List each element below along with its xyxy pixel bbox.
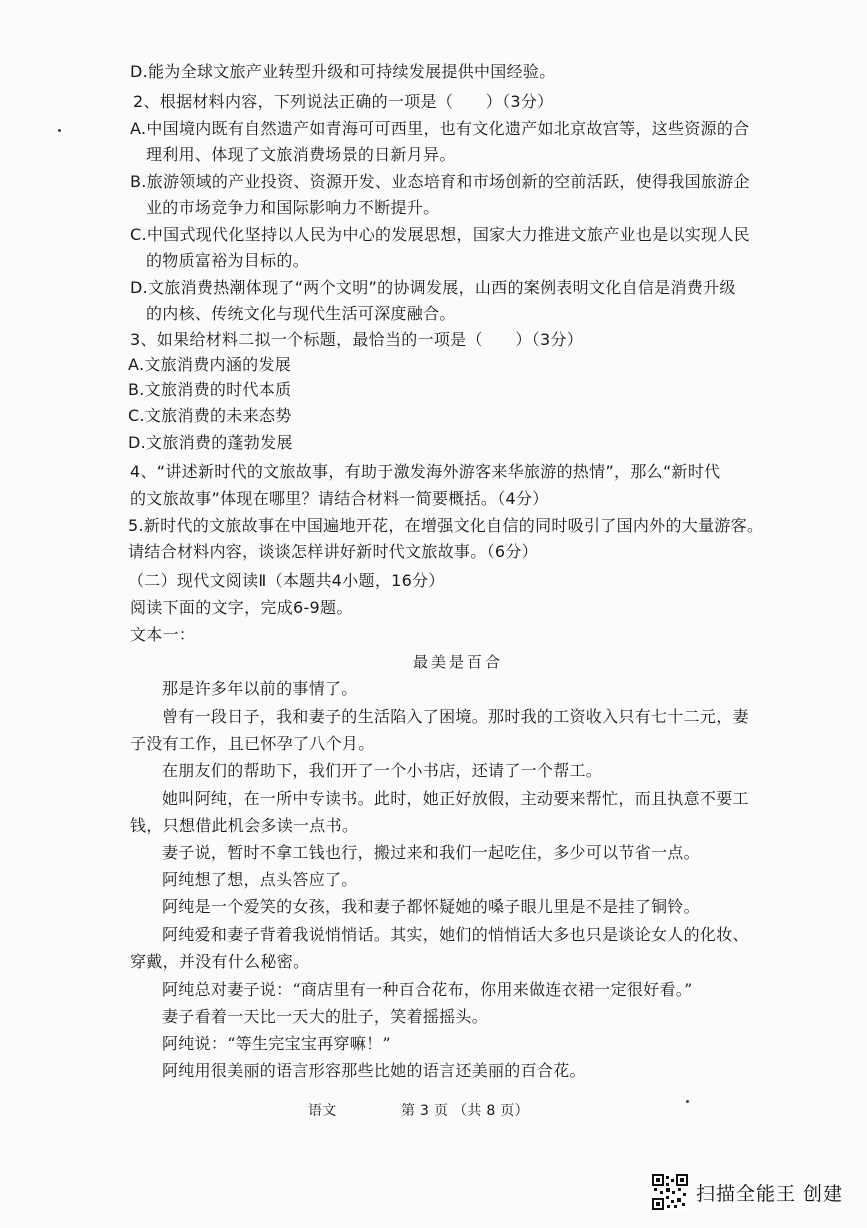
story-paragraph: 穿戴，并没有什么秘密。 <box>130 952 310 971</box>
section-heading: （二）现代文阅读Ⅱ（本题共4小题，16分） <box>128 571 445 590</box>
story-paragraph: 阿纯想了想，点头答应了。 <box>162 870 358 889</box>
question-2: 2、根据材料内容，下列说法正确的一项是（ ）（3分） <box>133 92 554 111</box>
q2-option-b-line1: B.旅游领域的产业投资、资源开发、业态培育和市场创新的空前活跃，使得我国旅游企 <box>130 172 750 191</box>
q3-option-d: D.文旅消费的蓬勃发展 <box>128 433 293 452</box>
story-paragraph: 在朋友们的帮助下，我们开了一个小书店，还请了一个帮工。 <box>162 761 603 780</box>
story-paragraph: 阿纯是一个爱笑的女孩，我和妻子都怀疑她的嗓子眼儿里是不是挂了铜铃。 <box>162 897 700 916</box>
story-paragraph: 妻子看着一天比一天大的肚子，笑着摇摇头。 <box>162 1007 489 1026</box>
question-5-line1: 5.新时代的文旅故事在中国遍地开花，在增强文化自信的同时吸引了国内外的大量游客。 <box>128 516 764 535</box>
story-paragraph: 阿纯用很美丽的语言形容那些比她的语言还美丽的百合花。 <box>162 1061 586 1080</box>
text-one-label: 文本一： <box>130 625 196 644</box>
story-paragraph: 阿纯总对妻子说：“商店里有一种百合花布，你用来做连衣裙一定很好看。” <box>162 980 693 999</box>
story-paragraph: 钱，只想借此机会多读一点书。 <box>130 816 359 835</box>
q2-option-a-line1: A.中国境内既有自然遗产如青海可可西里，也有文化遗产如北京故宫等，这些资源的合 <box>130 119 750 138</box>
qr-code-icon <box>652 1174 688 1210</box>
question-5-line2: 请结合材料内容，谈谈怎样讲好新时代文旅故事。（6分） <box>128 542 538 561</box>
q3-option-c: C.文旅消费的未来态势 <box>128 406 292 425</box>
story-paragraph: 妻子说，暂时不拿工钱也行，搬过来和我们一起吃住，多少可以节省一点。 <box>162 843 700 862</box>
story-paragraph: 阿纯说：“等生完宝宝再穿嘛！” <box>162 1034 391 1053</box>
q2-option-a-line2: 理利用、体现了文旅消费场景的日新月异。 <box>146 145 456 164</box>
question-4-line1: 4、“讲述新时代的文旅故事，有助于激发海外游客来华旅游的热情”，那么“新时代 <box>130 462 721 481</box>
story-paragraph: 曾有一段日子，我和妻子的生活陷入了困境。那时我的工资收入只有七十二元，妻 <box>162 707 749 726</box>
q2-option-c-line1: C.中国式现代化坚持以人民为中心的发展思想，国家大力推进文旅产业也是以实现人民 <box>130 225 750 244</box>
story-paragraph: 阿纯爱和妻子背着我说悄悄话。其实，她们的悄悄话大多也只是谈论女人的化妆、 <box>162 925 749 944</box>
story-title: 最美是百合 <box>413 653 504 671</box>
q3-option-b: B.文旅消费的时代本质 <box>128 380 292 399</box>
scan-speck <box>686 1100 689 1103</box>
watermark-text: 扫描全能王 创建 <box>696 1182 844 1205</box>
q2-option-d-line2: 的内核、传统文化与现代生活可深度融合。 <box>146 304 456 323</box>
footer-subject: 语文 <box>308 1103 337 1119</box>
q2-option-d-line1: D.文旅消费热潮体现了“两个文明”的协调发展，山西的案例表明文化自信是消费升级 <box>130 278 736 297</box>
story-paragraph: 那是许多年以前的事情了。 <box>162 679 358 698</box>
q3-option-a: A.文旅消费内涵的发展 <box>128 355 292 374</box>
story-paragraph: 子没有工作，且已怀孕了八个月。 <box>130 734 375 753</box>
scan-speck <box>58 129 61 132</box>
scanner-watermark <box>652 1172 843 1212</box>
q2-option-c-line2: 的物质富裕为目标的。 <box>146 251 310 270</box>
q2-option-b-line2: 业的市场竞争力和国际影响力不断提升。 <box>146 198 440 217</box>
question-3: 3、如果给材料二拟一个标题，最恰当的一项是（ ）（3分） <box>130 330 584 349</box>
option-d-line: D.能为全球文旅产业转型升级和可持续发展提供中国经验。 <box>130 62 556 81</box>
question-4-line2: 的文旅故事”体现在哪里？请结合材料一简要概括。（4分） <box>130 489 549 508</box>
reading-instruction: 阅读下面的文字，完成6-9题。 <box>130 598 353 617</box>
footer-page-number: 第 3 页 （共 8 页） <box>401 1103 529 1119</box>
story-paragraph: 她叫阿纯，在一所中专读书。此时，她正好放假，主动要来帮忙，而且执意不要工 <box>162 789 749 808</box>
